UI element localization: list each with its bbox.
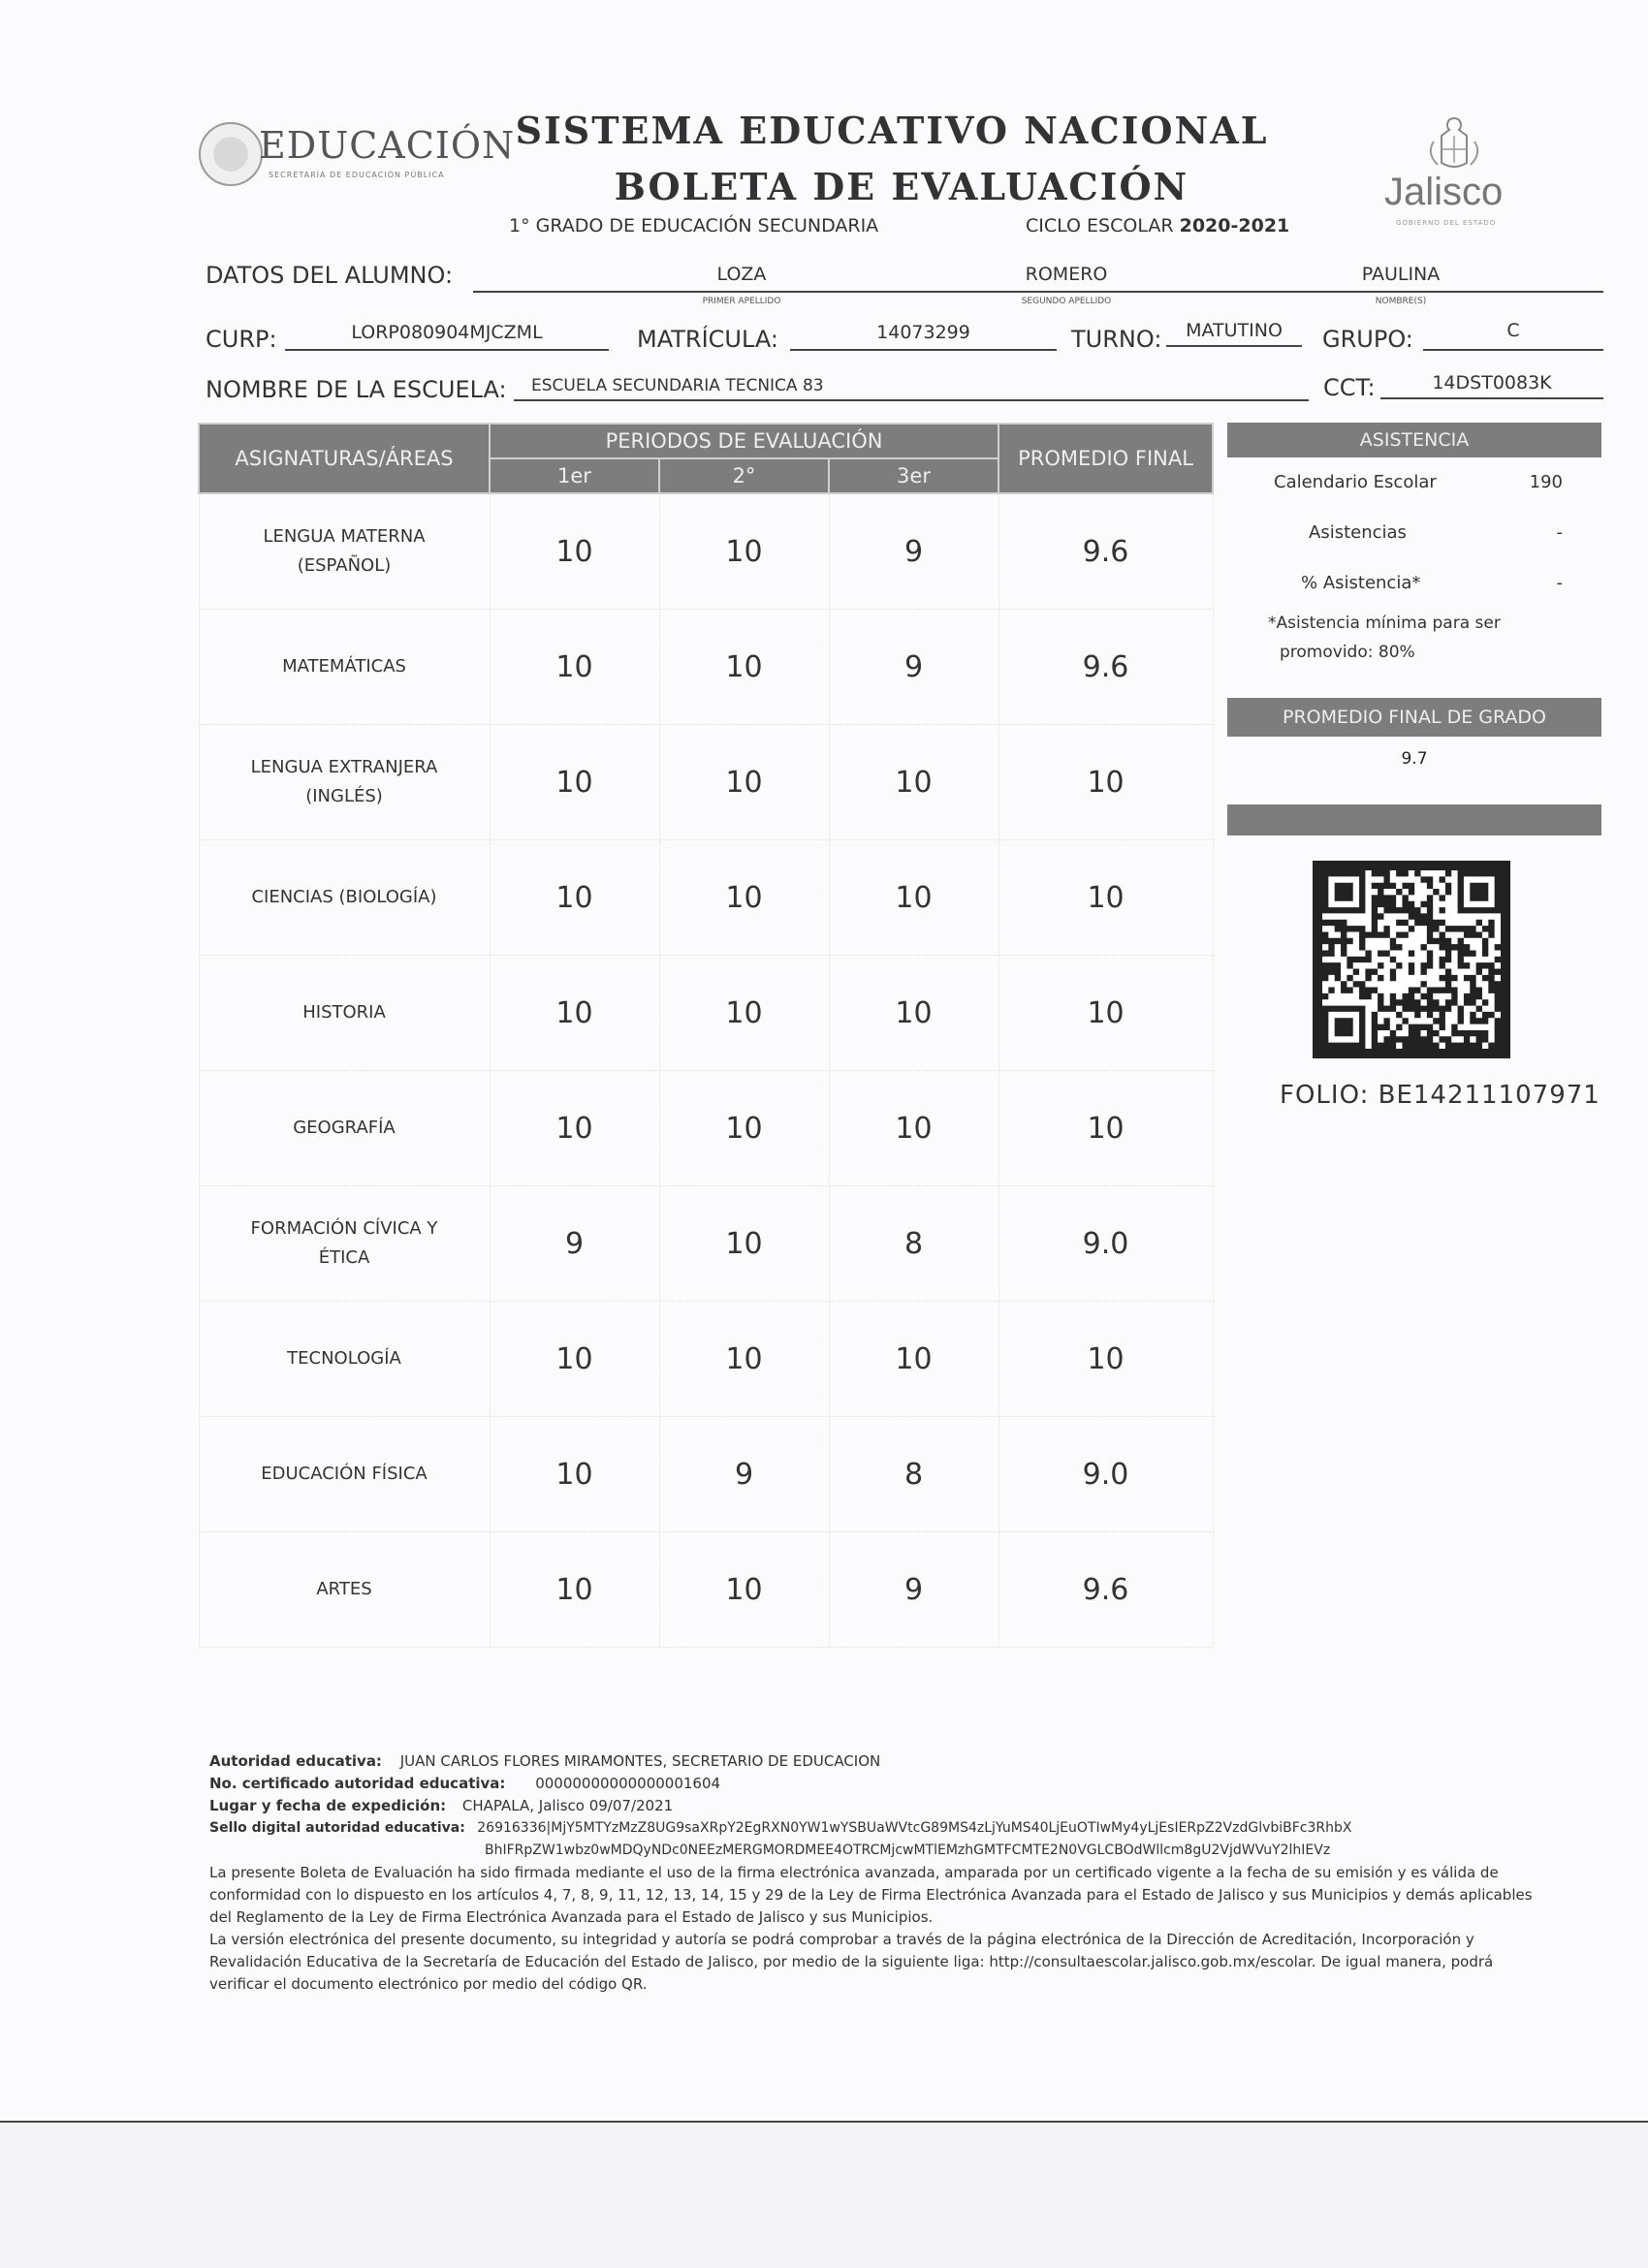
first-surname: LOZA <box>716 264 767 285</box>
table-row <box>199 956 1213 1071</box>
grade-period-2: 10 <box>659 1532 829 1648</box>
table-row <box>199 725 1213 840</box>
issue-place-row <box>209 1795 673 1817</box>
certificate-label: No. certificado autoridad educativa: <box>209 1775 506 1792</box>
col-period-3-header: 3er <box>829 458 998 493</box>
legal-paragraph-2-line-2: Revalidación Educativa de la Secretaría de Educación del Estado de Jalisco, por medio de la siguiente liga: http://consultaescolar.jalisco.gob.mx/escolar. De igual manera, podrá <box>209 1953 1494 1970</box>
calendar-value: 190 <box>1529 472 1563 492</box>
col-period-1-header: 1er <box>490 458 659 493</box>
folio: FOLIO: BE14211107971 <box>1280 1081 1600 1110</box>
second-surname: ROMERO <box>1025 264 1108 285</box>
authority-value: JUAN CARLOS FLORES MIRAMONTES, SECRETARIO DE EDUCACION <box>399 1752 881 1770</box>
attendances-value: - <box>1556 522 1563 543</box>
subject-name: HISTORIA <box>199 956 490 1071</box>
jalisco-emblem-icon <box>1420 114 1488 173</box>
grade-period-3: 8 <box>829 1417 998 1532</box>
digital-seal-line-1: 26916336|MjY5MTYzMzZ8UG9saXRpY2EgRXN0YW1wYSBUaWVtcG89MS4zLjYuMS40LjEuOTIwMy4yLjEsIERpZ2VzdGlvbiBFc3RhbX <box>477 1820 1352 1836</box>
scan-bottom-edge <box>0 2121 1648 2268</box>
sep-logo <box>199 116 528 194</box>
legal-paragraph-2 <box>209 1929 1559 1996</box>
digital-seal-label: Sello digital autoridad educativa: <box>209 1820 465 1836</box>
certificate-row <box>209 1773 720 1795</box>
second-surname-caption: SEGUNDO APELLIDO <box>1021 297 1112 306</box>
final-average: 10 <box>998 1302 1213 1417</box>
attendance-title: ASISTENCIA <box>1227 423 1601 457</box>
final-average: 9.6 <box>998 493 1213 610</box>
jalisco-logo-subtitle: GOBIERNO DEL ESTADO <box>1396 219 1497 227</box>
final-average: 9.6 <box>998 1532 1213 1648</box>
grade-period-2: 9 <box>659 1417 829 1532</box>
certificate-value: 00000000000000001604 <box>535 1775 721 1792</box>
attendance-note-line-2: promovido: 80% <box>1280 643 1415 662</box>
attendance-percent-value: - <box>1556 573 1563 593</box>
issue-place-value: CHAPALA, Jalisco 09/07/2021 <box>461 1797 674 1814</box>
student-data-label: DATOS DEL ALUMNO: <box>206 262 454 289</box>
curp-value: LORP080904MJCZML <box>351 322 543 343</box>
grade-period-2: 10 <box>659 1302 829 1417</box>
school-name-label: NOMBRE DE LA ESCUELA: <box>206 376 507 403</box>
grade-period-3: 9 <box>829 493 998 610</box>
col-subject-header: ASIGNATURAS/ÁREAS <box>199 424 490 493</box>
grades-table <box>198 423 1214 1648</box>
blank-header-bar <box>1227 804 1601 835</box>
curp-label: CURP: <box>206 326 277 353</box>
col-periods-header: PERIODOS DE EVALUACIÓN <box>490 424 998 458</box>
grade-period-1: 10 <box>490 956 659 1071</box>
attendances-row <box>1227 508 1601 558</box>
table-row <box>199 1417 1213 1532</box>
grade-period-3: 10 <box>829 1302 998 1417</box>
attendance-percent-label: % Asistencia* <box>1301 573 1421 593</box>
first-surname-caption: PRIMER APELLIDO <box>702 297 781 306</box>
matricula-value: 14073299 <box>876 322 970 343</box>
grade-period-2: 10 <box>659 1071 829 1186</box>
subject-name: EDUCACIÓN FÍSICA <box>199 1417 490 1532</box>
school-name-value: ESCUELA SECUNDARIA TECNICA 83 <box>531 376 824 395</box>
final-grade-value: 9.7 <box>1401 749 1428 769</box>
grade-period-1: 10 <box>490 1532 659 1648</box>
calendar-label: Calendario Escolar <box>1274 472 1437 492</box>
grade-period-2: 10 <box>659 493 829 610</box>
final-average: 10 <box>998 956 1213 1071</box>
sep-logo-word: EDUCACIÓN <box>259 124 516 167</box>
grade-period-2: 10 <box>659 1186 829 1302</box>
grade-period-3: 10 <box>829 725 998 840</box>
verification-qr-code <box>1313 861 1510 1058</box>
subject-name: MATEMÁTICAS <box>199 610 490 725</box>
final-average: 9.0 <box>998 1186 1213 1302</box>
grade-period-1: 10 <box>490 1302 659 1417</box>
subject-name: GEOGRAFÍA <box>199 1071 490 1186</box>
grupo-value: C <box>1506 320 1520 341</box>
grade-period-3: 9 <box>829 610 998 725</box>
school-cycle-label: CICLO ESCOLAR <box>1026 215 1174 236</box>
grade-period-1: 9 <box>490 1186 659 1302</box>
attendance-panel <box>1227 423 1601 667</box>
grade-period-1: 10 <box>490 840 659 956</box>
table-row <box>199 1186 1213 1302</box>
issue-place-label: Lugar y fecha de expedición: <box>209 1797 447 1814</box>
grade-period-1: 10 <box>490 1417 659 1532</box>
sep-logo-subtitle: SECRETARÍA DE EDUCACIÓN PÚBLICA <box>269 171 445 179</box>
final-grade-panel <box>1227 698 1601 781</box>
table-row <box>199 840 1213 956</box>
final-average: 10 <box>998 840 1213 956</box>
table-row <box>199 1302 1213 1417</box>
col-period-2-header: 2° <box>659 458 829 493</box>
final-average: 10 <box>998 725 1213 840</box>
subject-name: ARTES <box>199 1532 490 1648</box>
final-average: 9.6 <box>998 610 1213 725</box>
grade-period-1: 10 <box>490 493 659 610</box>
national-seal-icon <box>199 122 263 186</box>
attendance-percent-row <box>1227 558 1601 609</box>
jalisco-logo-word: Jalisco <box>1384 171 1504 213</box>
turno-label: TURNO: <box>1071 326 1162 353</box>
calendar-row <box>1227 457 1601 508</box>
subject-name: FORMACIÓN CÍVICA Y ÉTICA <box>199 1186 490 1302</box>
given-names: PAULINA <box>1361 264 1441 285</box>
authority-label: Autoridad educativa: <box>209 1752 382 1770</box>
table-row <box>199 1071 1213 1186</box>
legal-paragraph-1-line-3: del Reglamento de la Ley de Firma Electrónica Avanzada para el Estado de Jalisco y sus Municipios. <box>209 1908 934 1926</box>
document-title: SISTEMA EDUCATIVO NACIONAL <box>515 109 1269 152</box>
final-average: 9.0 <box>998 1417 1213 1532</box>
table-row <box>199 493 1213 610</box>
legal-paragraph-2-line-1: La versión electrónica del presente documento, su integridad y autoría se podrá comprobar a través de la página electrónica de la Dirección de Acreditación, Incorporación y <box>209 1931 1474 1948</box>
qr-code-icon <box>1322 870 1501 1049</box>
final-grade-title: PROMEDIO FINAL DE GRADO <box>1227 698 1601 737</box>
legal-paragraph-1-line-1: La presente Boleta de Evaluación ha sido firmada mediante el uso de la firma electrónica avanzada, amparada por un certificado vigente a la fecha de su emisión y es válida de <box>209 1864 1499 1881</box>
legal-paragraph-1-line-2: conformidad con lo dispuesto en los artículos 4, 7, 8, 9, 11, 12, 13, 14, 15 y 29 de la Ley de Firma Electrónica Avanzada para el Estado de Jalisco y sus Municipios y demás aplicables <box>209 1886 1533 1904</box>
subject-name: LENGUA EXTRANJERA (INGLÉS) <box>199 725 490 840</box>
legal-paragraph-2-line-3: verificar el documento electrónico por medio del código QR. <box>209 1975 648 1993</box>
authority-row <box>209 1750 880 1773</box>
subject-name: TECNOLOGÍA <box>199 1302 490 1417</box>
grade-period-3: 10 <box>829 956 998 1071</box>
cct-value: 14DST0083K <box>1432 372 1552 394</box>
grupo-label: GRUPO: <box>1322 326 1413 353</box>
grade-period-2: 10 <box>659 610 829 725</box>
school-cycle <box>1026 215 1289 236</box>
grade-period-2: 10 <box>659 725 829 840</box>
digital-seal-row <box>209 1817 1351 1840</box>
subject-name: CIENCIAS (BIOLOGÍA) <box>199 840 490 956</box>
grade-period-1: 10 <box>490 610 659 725</box>
subject-name: LENGUA MATERNA (ESPAÑOL) <box>199 493 490 610</box>
col-final-header: PROMEDIO FINAL <box>998 424 1213 493</box>
legal-paragraph-1 <box>209 1862 1559 1929</box>
given-names-caption: NOMBRE(S) <box>1375 297 1427 306</box>
turno-value: MATUTINO <box>1186 320 1283 341</box>
grade-period-1: 10 <box>490 725 659 840</box>
final-average: 10 <box>998 1071 1213 1186</box>
grade-period-3: 9 <box>829 1532 998 1648</box>
digital-seal-line-2: BhIFRpZW1wbz0wMDQyNDc0NEEzMERGMORDMEE4OTRCMjcwMTlEMzhGMTFCMTE2N0VGLCBOdWllcm8gU2VjdWVuY2lhIEVz <box>485 1843 1331 1858</box>
attendances-label: Asistencias <box>1309 522 1407 543</box>
grade-level: 1° GRADO DE EDUCACIÓN SECUNDARIA <box>509 215 879 236</box>
grade-period-3: 8 <box>829 1186 998 1302</box>
cct-label: CCT: <box>1323 374 1376 401</box>
school-cycle-value: 2020-2021 <box>1179 215 1290 236</box>
grade-period-3: 10 <box>829 1071 998 1186</box>
matricula-label: MATRÍCULA: <box>637 326 779 353</box>
grade-period-2: 10 <box>659 956 829 1071</box>
table-row <box>199 610 1213 725</box>
table-row <box>199 1532 1213 1648</box>
grade-period-3: 10 <box>829 840 998 956</box>
attendance-note-line-1: *Asistencia mínima para ser <box>1268 614 1501 633</box>
grade-period-2: 10 <box>659 840 829 956</box>
grade-period-1: 10 <box>490 1071 659 1186</box>
document-subtitle: BOLETA DE EVALUACIÓN <box>614 165 1189 208</box>
